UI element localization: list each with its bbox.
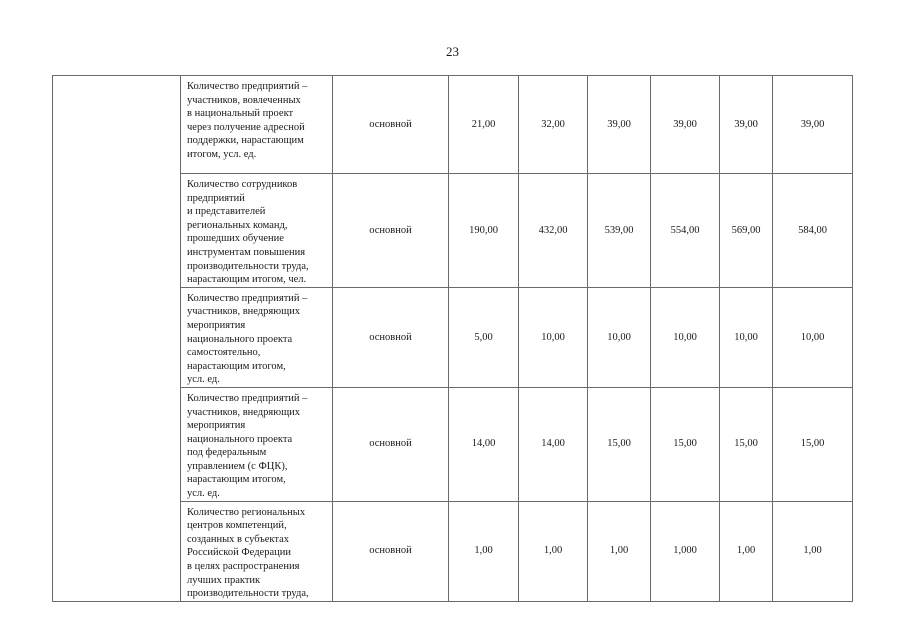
indicator-type-cell: основной (333, 287, 449, 387)
value-cell: 1,00 (773, 501, 853, 601)
value-cell: 10,00 (720, 287, 773, 387)
indicator-type-cell: основной (333, 501, 449, 601)
indicator-name-cell: Количество предприятий – участников, вовлеченных в национальный проект через получение адресной поддержки, нарастающим итогом, усл. ед. (181, 76, 333, 174)
value-cell: 15,00 (651, 387, 720, 501)
value-cell: 539,00 (588, 174, 651, 288)
value-cell: 1,000 (651, 501, 720, 601)
value-cell: 1,00 (720, 501, 773, 601)
indicator-type-cell: основной (333, 387, 449, 501)
indicator-name-cell: Количество предприятий – участников, внедряющих мероприятия национального проекта самостоятельно, нарастающим итогом, усл. ед. (181, 287, 333, 387)
value-cell: 39,00 (651, 76, 720, 174)
value-cell: 10,00 (519, 287, 588, 387)
value-cell: 32,00 (519, 76, 588, 174)
value-cell: 10,00 (773, 287, 853, 387)
value-cell: 569,00 (720, 174, 773, 288)
value-cell: 190,00 (449, 174, 519, 288)
value-cell: 5,00 (449, 287, 519, 387)
value-cell: 10,00 (588, 287, 651, 387)
value-cell: 15,00 (588, 387, 651, 501)
indicator-name-cell: Количество предприятий – участников, внедряющих мероприятия национального проекта под федеральным управлением (с ФЦК), нарастающим итогом, усл. ед. (181, 387, 333, 501)
value-cell: 39,00 (773, 76, 853, 174)
value-cell: 14,00 (449, 387, 519, 501)
indicator-type-cell: основной (333, 174, 449, 288)
indicator-type-cell: основной (333, 76, 449, 174)
value-cell: 15,00 (773, 387, 853, 501)
page-number: 23 (446, 44, 459, 59)
value-cell: 432,00 (519, 174, 588, 288)
value-cell: 584,00 (773, 174, 853, 288)
value-cell: 1,00 (449, 501, 519, 601)
value-cell: 1,00 (588, 501, 651, 601)
value-cell: 39,00 (588, 76, 651, 174)
merged-empty-cell (53, 76, 181, 602)
indicators-table (52, 75, 853, 602)
value-cell: 554,00 (651, 174, 720, 288)
value-cell: 14,00 (519, 387, 588, 501)
value-cell: 21,00 (449, 76, 519, 174)
indicator-name-cell: Количество сотрудников предприятий и представителей региональных команд, прошедших обучение инструментам повышения производительности труда, нарастающим итогом, чел. (181, 174, 333, 288)
table-row (53, 76, 853, 174)
indicator-name-cell: Количество региональных центров компетенций, созданных в субъектах Российской Федерации в целях распространения лучших практик производительности труда, (181, 501, 333, 601)
value-cell: 10,00 (651, 287, 720, 387)
value-cell: 1,00 (519, 501, 588, 601)
value-cell: 15,00 (720, 387, 773, 501)
value-cell: 39,00 (720, 76, 773, 174)
